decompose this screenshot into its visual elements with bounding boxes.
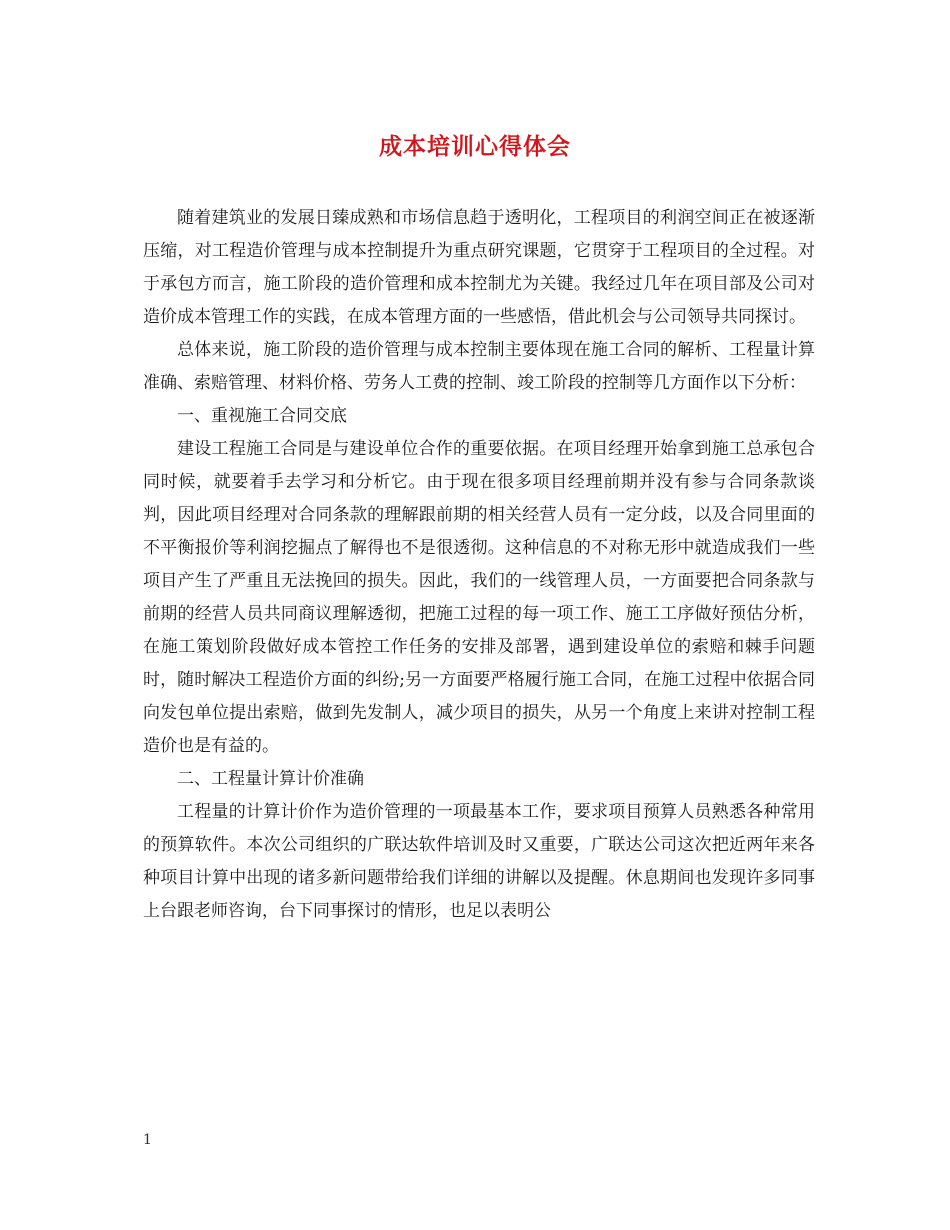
section-heading-quantity: 二、工程量计算计价准确: [177, 769, 364, 789]
section-heading-contract: 一、重视施工合同交底: [177, 406, 347, 426]
paragraph-intro: 随着建筑业的发展日臻成熟和市场信息趋于透明化，工程项目的利润空间正在被逐渐压缩，对工程造价管理与成本控制提升为重点研究课题，它贯穿于工程项目的全过程。对于承包方而言，施工阶段的造价管理和成本控制尤为关键。我经过几年在项目部及公司对造价成本管理工作的实践，在成本管理方面的一些感悟，借此机会与公司领导共同探讨。: [143, 208, 815, 327]
document-body: [143, 202, 815, 928]
paragraph-quantity: 工程量的计算计价作为造价管理的一项最基本工作，要求项目预算人员熟悉各种常用的预算软件。本次公司组织的广联达软件培训及时又重要，广联达公司这次把近两年来各种项目计算中出现的诸多新问题带给我们详细的讲解以及提醒。休息期间也发现许多同事上台跟老师咨询，台下同事探讨的情形，也足以表明公: [143, 802, 815, 921]
paragraph-overview: 总体来说，施工阶段的造价管理与成本控制主要体现在施工合同的解析、工程量计算准确、索赔管理、材料价格、劳务人工费的控制、竣工阶段的控制等几方面作以下分析：: [143, 340, 815, 393]
document-title: 成本培训心得体会: [379, 133, 571, 160]
page-number: 1: [143, 1132, 152, 1148]
paragraph-contract: 建设工程施工合同是与建设单位合作的重要依据。在项目经理开始拿到施工总承包合同时候，就要着手去学习和分析它。由于现在很多项目经理前期并没有参与合同条款谈判，因此项目经理对合同条款的理解跟前期的相关经营人员有一定分歧，以及合同里面的不平衡报价等利润挖掘点了解得也不是很透彻。这种信息的不对称无形中就造成我们一些项目产生了严重且无法挽回的损失。因此，我们的一线管理人员，一方面要把合同条款与前期的经营人员共同商议理解透彻，把施工过程的每一项工作、施工工序做好预估分析，在施工策划阶段做好成本管控工作任务的安排及部署，遇到建设单位的索赔和棘手问题时，随时解决工程造价方面的纠纷;另一方面要严格履行施工合同，在施工过程中依据合同向发包单位提出索赔，做到先发制人，减少项目的损失，从另一个角度上来讲对控制工程造价也是有益的。: [143, 439, 815, 756]
